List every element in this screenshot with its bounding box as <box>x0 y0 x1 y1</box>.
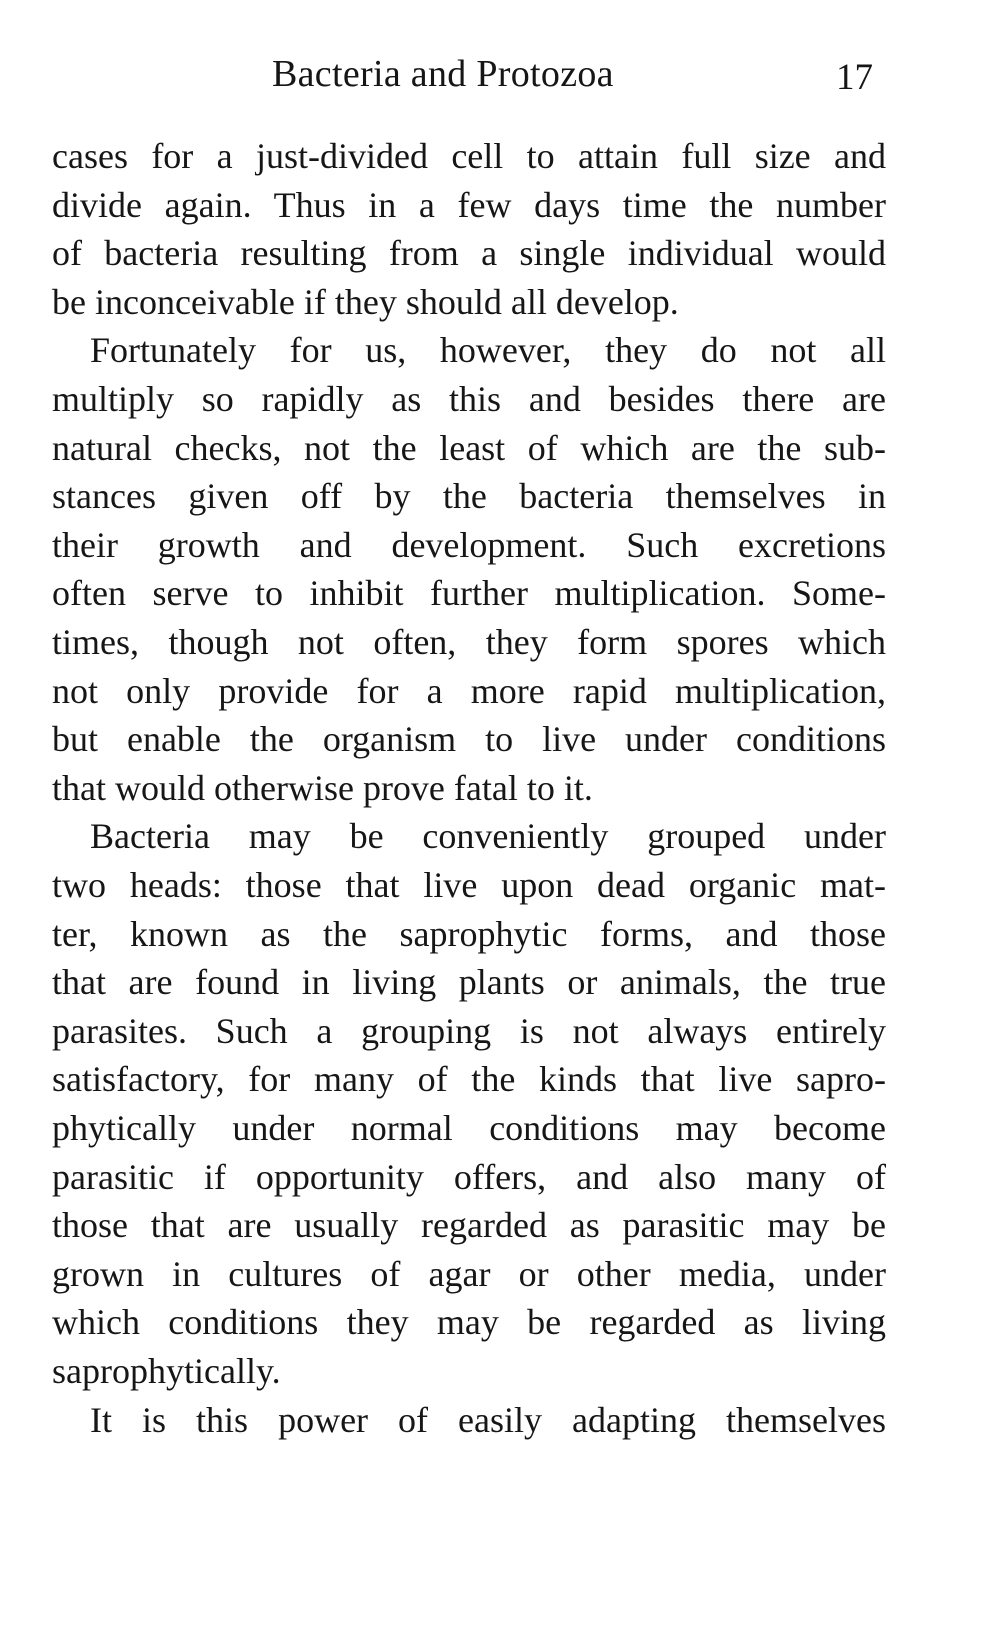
text-line: their growth and development. Such excretions <box>52 524 886 565</box>
page-number: 17 <box>836 57 873 98</box>
text-line: stances given off by the bacteria themselves in <box>52 476 886 517</box>
text-line: ter, known as the saprophytic forms, and those <box>52 913 886 954</box>
text-line: divide again. Thus in a few days time the number <box>52 184 886 225</box>
text-line: Bacteria may be conveniently grouped under <box>90 816 886 857</box>
text-line: satisfactory, for many of the kinds that live sapro- <box>52 1059 886 1100</box>
text-line: that would otherwise prove fatal to it. <box>52 767 593 808</box>
text-line: parasites. Such a grouping is not always entirely <box>52 1010 886 1051</box>
text-line: two heads: those that live upon dead organic mat- <box>52 865 886 905</box>
text-line: parasitic if opportunity offers, and also many of <box>52 1156 886 1197</box>
text-line: those that are usually regarded as parasitic may be <box>52 1205 886 1246</box>
text-line: but enable the organism to live under conditions <box>52 719 886 760</box>
text-line: often serve to inhibit further multiplication. Some- <box>52 573 886 614</box>
text-line: of bacteria resulting from a single individual would <box>52 233 886 274</box>
text-line: Fortunately for us, however, they do not all <box>90 330 886 371</box>
text-line: which conditions they may be regarded as living <box>52 1302 886 1343</box>
text-line: grown in cultures of agar or other media, under <box>52 1253 886 1294</box>
text-line: multiply so rapidly as this and besides there are <box>52 379 886 419</box>
text-line: be inconceivable if they should all develop. <box>52 281 679 322</box>
text-line: phytically under normal conditions may become <box>52 1108 886 1148</box>
text-line: cases for a just-divided cell to attain full size and <box>52 136 886 176</box>
text-line: times, though not often, they form spores which <box>52 622 886 662</box>
text-line: saprophytically. <box>52 1351 281 1391</box>
chapter-title: Bacteria and Protozoa <box>272 53 614 95</box>
text-line: It is this power of easily adapting themselves <box>90 1399 886 1440</box>
running-head <box>0 52 1000 102</box>
text-line: not only provide for a more rapid multiplication, <box>52 670 886 711</box>
text-line: that are found in living plants or animals, the true <box>52 962 886 1003</box>
text-line: natural checks, not the least of which are the sub- <box>52 427 886 468</box>
